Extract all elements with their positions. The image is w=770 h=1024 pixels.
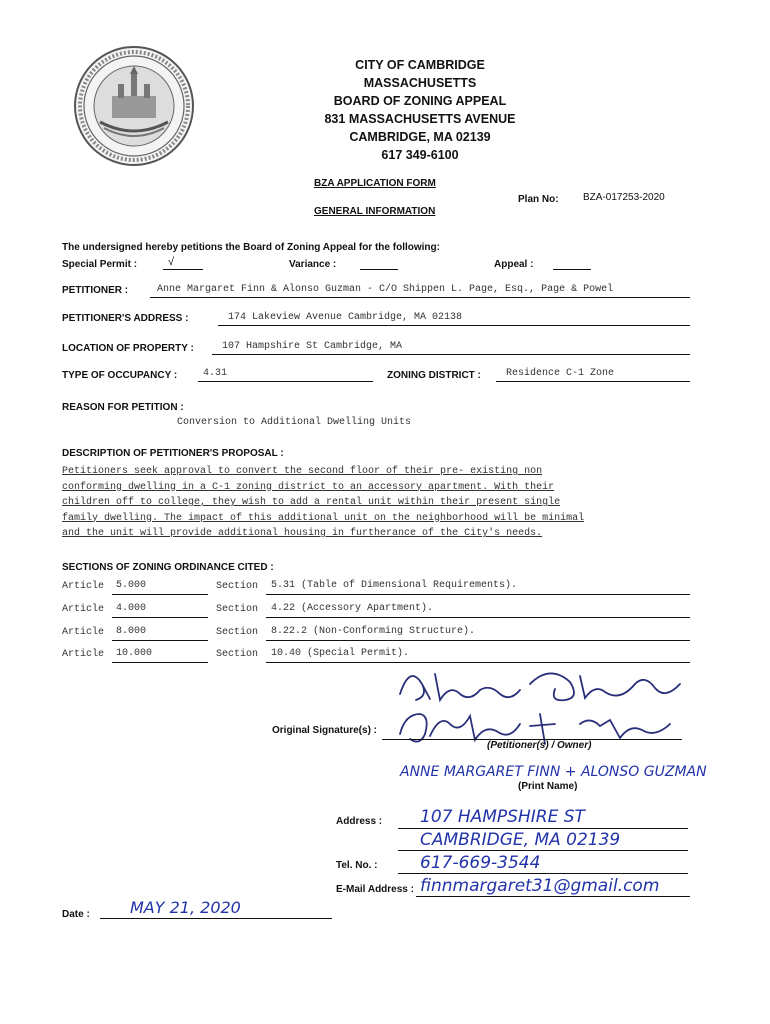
article-number[interactable]: 8.000	[116, 626, 147, 637]
description-line: Petitioners seek approval to convert the second floor of their pre- existing non	[62, 466, 543, 477]
city-zip: CAMBRIDGE, MA 02139	[349, 130, 491, 144]
appeal-label: Appeal :	[494, 259, 534, 270]
article-number[interactable]: 5.000	[116, 580, 147, 591]
section-word: Section	[216, 581, 259, 592]
reason-label: REASON FOR PETITION :	[62, 402, 184, 413]
article-word: Article	[62, 627, 105, 638]
tel-label: Tel. No. :	[336, 860, 378, 871]
proposal-description[interactable]	[62, 464, 584, 542]
signature-role: (Petitioner(s) / Owner)	[487, 740, 592, 751]
state-name: MASSACHUSETTS	[363, 76, 477, 90]
email-label: E-Mail Address :	[336, 884, 414, 895]
description-line: conforming dwelling in a C-1 zoning district to an accessory apartment. With their	[62, 481, 555, 493]
article-word: Article	[62, 604, 105, 615]
article-word: Article	[62, 649, 105, 660]
plan-label: Plan No:	[518, 194, 559, 205]
description-line: family dwelling. The impact of this additional unit on the neighborhood will be minimal	[62, 512, 585, 524]
article-number[interactable]: 10.000	[116, 648, 153, 659]
intro-text: The undersigned hereby petitions the Board of Zoning Appeal for the following:	[62, 242, 440, 253]
special-permit-check[interactable]: √	[168, 256, 175, 268]
print-name-label: (Print Name)	[518, 781, 578, 792]
print-name-value[interactable]: ANNE MARGARET FINN + ALONSO GUZMAN	[400, 764, 707, 780]
property-location-value[interactable]: 107 Hampshire St Cambridge, MA	[222, 341, 403, 352]
date-value[interactable]: MAY 21, 2020	[130, 898, 241, 917]
signature-label: Original Signature(s) :	[272, 725, 378, 736]
petitioner-address-label: PETITIONER'S ADDRESS :	[62, 313, 189, 324]
tel-value[interactable]: 617-669-3544	[420, 853, 541, 873]
zoning-district-label: ZONING DISTRICT :	[387, 370, 481, 381]
petitioner-address-value[interactable]: 174 Lakeview Avenue Cambridge, MA 02138	[228, 312, 463, 323]
city-seal-icon	[72, 44, 196, 168]
section-word: Section	[216, 604, 259, 615]
form-title: BZA APPLICATION FORM	[314, 178, 436, 189]
phone-number: 617 349-6100	[381, 148, 459, 162]
section-word: Section	[216, 627, 259, 638]
special-permit-label: Special Permit :	[62, 259, 138, 270]
description-line: children off to college, they wish to add a rental unit within their present single	[62, 497, 561, 508]
contact-address-label: Address :	[336, 816, 383, 827]
sections-label: SECTIONS OF ZONING ORDINANCE CITED :	[62, 562, 274, 573]
street-address: 831 MASSACHUSETTS AVENUE	[324, 112, 516, 126]
variance-label: Variance :	[289, 259, 337, 270]
zoning-district-value[interactable]: Residence C-1 Zone	[506, 368, 615, 379]
description-label: DESCRIPTION OF PETITIONER'S PROPOSAL :	[62, 448, 284, 459]
occupancy-label: TYPE OF OCCUPANCY :	[62, 370, 178, 381]
email-value[interactable]: finnmargaret31@gmail.com	[420, 876, 660, 896]
date-label: Date :	[62, 909, 90, 920]
section-number[interactable]: 5.31 (Table of Dimensional Requirements).	[271, 580, 518, 591]
contact-address-line2[interactable]: CAMBRIDGE, MA 02139	[420, 830, 621, 850]
article-number[interactable]: 4.000	[116, 603, 147, 614]
form-subtitle: GENERAL INFORMATION	[314, 206, 436, 217]
plan-number: BZA-017253-2020	[583, 192, 665, 203]
reason-value[interactable]: Conversion to Additional Dwelling Units	[177, 417, 412, 428]
occupancy-value[interactable]: 4.31	[203, 368, 228, 379]
section-number[interactable]: 8.22.2 (Non-Conforming Structure).	[271, 626, 476, 637]
contact-address-line1[interactable]: 107 HAMPSHIRE ST	[420, 807, 585, 827]
section-number[interactable]: 10.40 (Special Permit).	[271, 648, 410, 659]
petitioner-label: PETITIONER :	[62, 285, 129, 296]
description-line: and the unit will provide additional housing in furtherance of the City's needs.	[62, 528, 543, 539]
section-number[interactable]: 4.22 (Accessory Apartment).	[271, 603, 434, 614]
board-name: BOARD OF ZONING APPEAL	[333, 94, 507, 108]
city-name: CITY OF CAMBRIDGE	[355, 58, 485, 72]
section-word: Section	[216, 649, 259, 660]
article-word: Article	[62, 581, 105, 592]
property-location-label: LOCATION OF PROPERTY :	[62, 343, 194, 354]
petitioner-value[interactable]: Anne Margaret Finn & Alonso Guzman - C/O Shippen L. Page, Esq., Page & Powel	[157, 284, 614, 295]
